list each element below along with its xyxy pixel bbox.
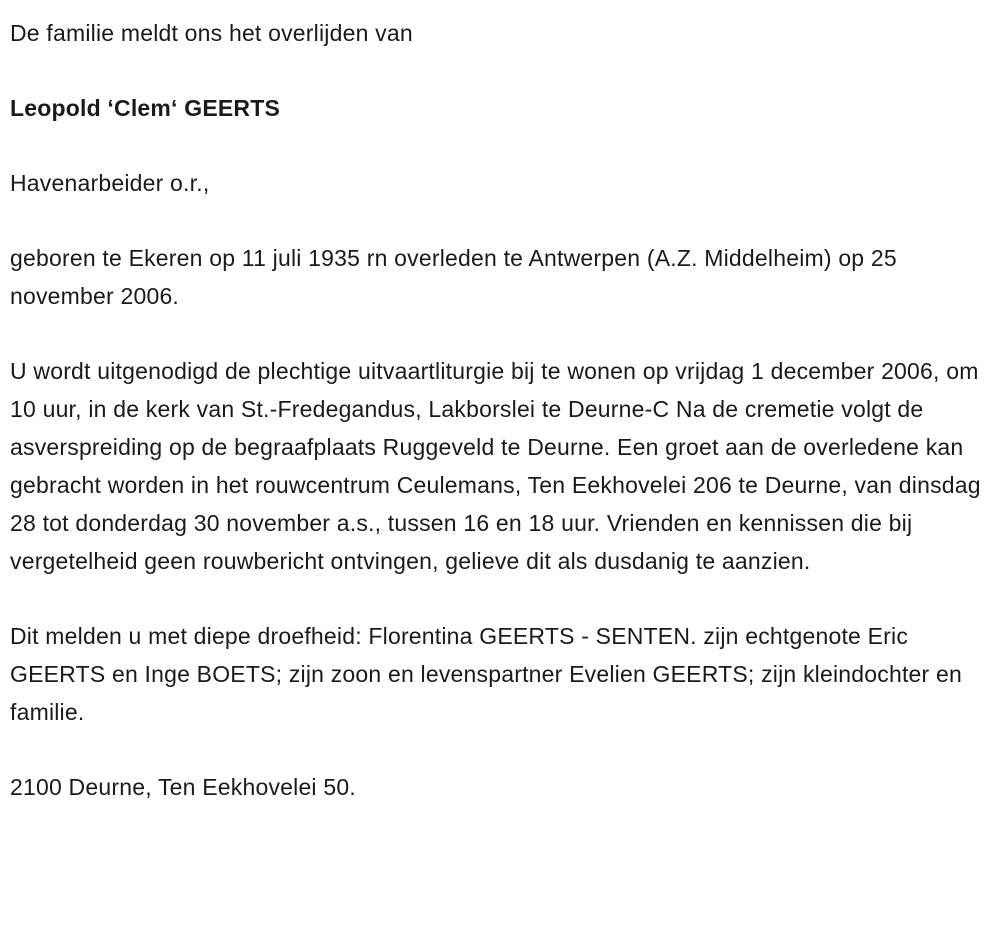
announcement-intro: De familie meldt ons het overlijden van [10,20,413,46]
address-line: 2100 Deurne, Ten Eekhovelei 50. [10,774,356,800]
funeral-details: U wordt uitgenodigd de plechtige uitvaartliturgie bij te wonen op vrijdag 1 december 2006, om 10 uur, in de kerk van St.-Fredegandus, Lakborslei te Deurne-C Na de cremetie volgt de asverspreiding op de begraafplaats Ruggeveld te Deurne. Een groet aan de overledene kan gebracht worden in het rouwcentrum Ceulemans, Ten Eekhovelei 206 te Deurne, van dinsdag 28 tot donderdag 30 november a.s., tussen 16 en 18 uur. Vrienden en kennissen die bij vergetelheid geen rouwbericht ontvingen, gelieve dit als dusdanig te aanzien. [10,358,981,574]
profession-line: Havenarbeider o.r., [10,170,210,196]
deceased-name: Leopold ‘Clem‘ GEERTS [10,95,281,121]
mourners-announcement: Dit melden u met diepe droefheid: Florentina GEERTS - SENTEN. zijn echtgenote Eric GEERTS en Inge BOETS; zijn zoon en levenspartner Evelien GEERTS; zijn kleindochter en familie. [10,623,962,725]
birth-death-info: geboren te Ekeren op 11 juli 1935 rn overleden te Antwerpen (A.Z. Middelheim) op 25 november 2006. [10,245,897,309]
